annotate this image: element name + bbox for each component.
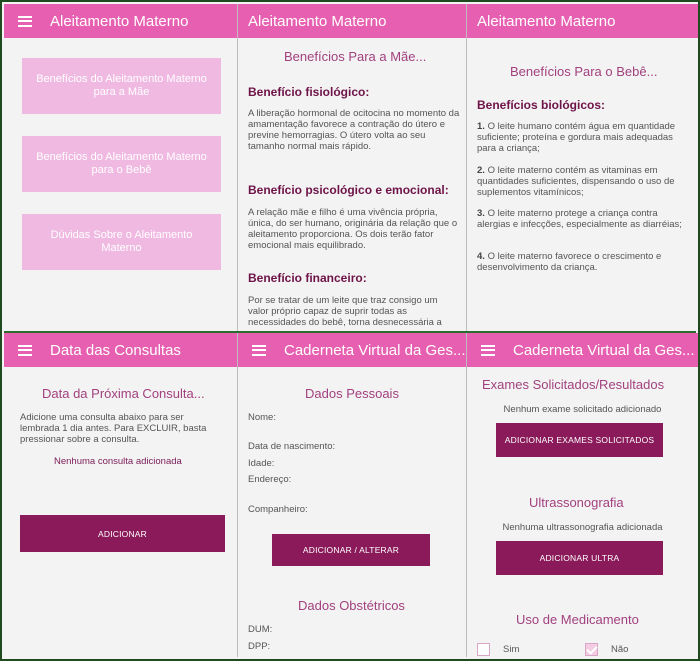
hamburger-menu-icon[interactable]	[18, 16, 32, 27]
field-dpp-label: DPP:	[248, 641, 271, 652]
option-yes-checkbox[interactable]	[477, 643, 490, 656]
header-title: Caderneta Virtual da Ges...	[513, 341, 695, 359]
exams-title: Exames Solicitados/Resultados	[482, 377, 665, 392]
section-title-personal: Dados Pessoais	[305, 386, 399, 401]
text-financial: Por se tratar de um leite que traz consigo um valor próprio capaz de suprir todas as necessidades do bebê, torna desnecessária a	[248, 295, 442, 328]
medication-title: Uso de Medicamento	[516, 612, 639, 627]
hamburger-menu-icon[interactable]	[252, 345, 266, 356]
section-title: Data da Próxima Consulta...	[42, 386, 205, 401]
panel-consultation-dates	[4, 333, 237, 661]
heading-financial: Benefício financeiro:	[248, 271, 367, 285]
panel-exams	[467, 333, 698, 661]
section-title: Benefícios Para o Bebê...	[510, 64, 658, 79]
field-name-label: Nome:	[248, 412, 276, 423]
app-header	[4, 4, 237, 38]
ultrasound-title: Ultrassonografia	[529, 495, 624, 510]
panel-divider	[4, 331, 696, 333]
benefit-item-3: 3. O leite materno protege a criança contra alergias e infecções, especialmente as diarréias;	[477, 208, 682, 230]
ultrasound-empty-message: Nenhuma ultrassonografia adicionada	[502, 522, 663, 533]
app-header	[238, 333, 466, 367]
benefit-item-2: 2. O leite materno contém as vitaminas em quantidades suficientes, dispensando o uso de suplementos vitamínicos;	[477, 165, 675, 198]
hamburger-menu-icon[interactable]	[481, 345, 495, 356]
benefit-item-4: 4. O leite materno favorece o crescimento e desenvolvimento da criança.	[477, 251, 662, 273]
option-no-label: Não	[611, 644, 629, 655]
benefits-baby-button[interactable]: Benefícios do Aleitamento Materno para o Bebê	[22, 136, 221, 192]
panel-aleitamento-menu	[4, 4, 237, 331]
instructions-text: Adicione uma consulta abaixo para ser lembrada 1 dia antes. Para EXCLUIR, basta pressionar sobre a consulta.	[20, 412, 207, 445]
hamburger-menu-icon[interactable]	[18, 345, 32, 356]
heading-biological: Benefícios biológicos:	[477, 98, 606, 112]
app-header	[467, 333, 698, 367]
empty-consultations-message: Nenhuma consulta adicionada	[54, 456, 182, 467]
add-exams-button[interactable]: ADICIONAR EXAMES SOLICITADOS	[496, 423, 663, 457]
field-dum-label: DUM:	[248, 624, 273, 635]
option-yes-label: Sim	[503, 644, 520, 655]
field-partner-label: Companheiro:	[248, 504, 308, 515]
app-header	[238, 4, 466, 38]
add-ultrasound-button[interactable]: ADICIONAR ULTRA	[496, 541, 663, 575]
header-title: Data das Consultas	[50, 341, 181, 359]
field-birthdate-label: Data de nascimento:	[248, 441, 336, 452]
heading-psychological: Benefício psicológico e emocional:	[248, 183, 449, 197]
header-title: Aleitamento Materno	[248, 12, 387, 30]
text-physiological: A liberação hormonal de ocitocina no momento da amamentação favorece a contração do útero e previne hemorragias. O útero volta ao seu tamanho normal mais rápido.	[248, 108, 460, 152]
add-alter-button[interactable]: ADICIONAR / ALTERAR	[272, 534, 430, 566]
doubts-button[interactable]: Dúvidas Sobre o Aleitamento Materno	[22, 214, 221, 270]
header-title: Aleitamento Materno	[50, 12, 189, 30]
header-title: Caderneta Virtual da Ges...	[284, 341, 466, 359]
benefit-item-1: 1. O leite humano contém água em quantidade suficiente; proteína e gordura mais adequadas para a criança;	[477, 121, 676, 154]
add-consultation-button[interactable]: ADICIONAR	[20, 515, 225, 552]
app-header	[4, 333, 237, 367]
panel-personal-data	[238, 333, 466, 661]
panel-benefits-mother	[238, 4, 466, 331]
app-header	[467, 4, 698, 38]
heading-physiological: Benefício fisiológico:	[248, 85, 370, 99]
exams-empty-message: Nenhum exame solicitado adicionado	[503, 404, 662, 415]
benefits-mother-button[interactable]: Benefícios do Aleitamento Materno para a Mãe	[22, 58, 221, 114]
section-title-obstetric: Dados Obstétricos	[298, 598, 405, 613]
header-title: Aleitamento Materno	[477, 12, 616, 30]
section-title: Benefícios Para a Mãe...	[284, 49, 427, 64]
text-psychological: A relação mãe e filho é uma vivência própria, única, do ser humano, originária da relação que o aleitamento proporciona. Os dois terão fator emocional mais equilibrado.	[248, 207, 458, 251]
panel-benefits-baby	[467, 4, 698, 331]
option-no-checkbox[interactable]	[585, 643, 598, 656]
field-age-label: Idade:	[248, 458, 275, 469]
field-address-label: Endereço:	[248, 474, 292, 485]
